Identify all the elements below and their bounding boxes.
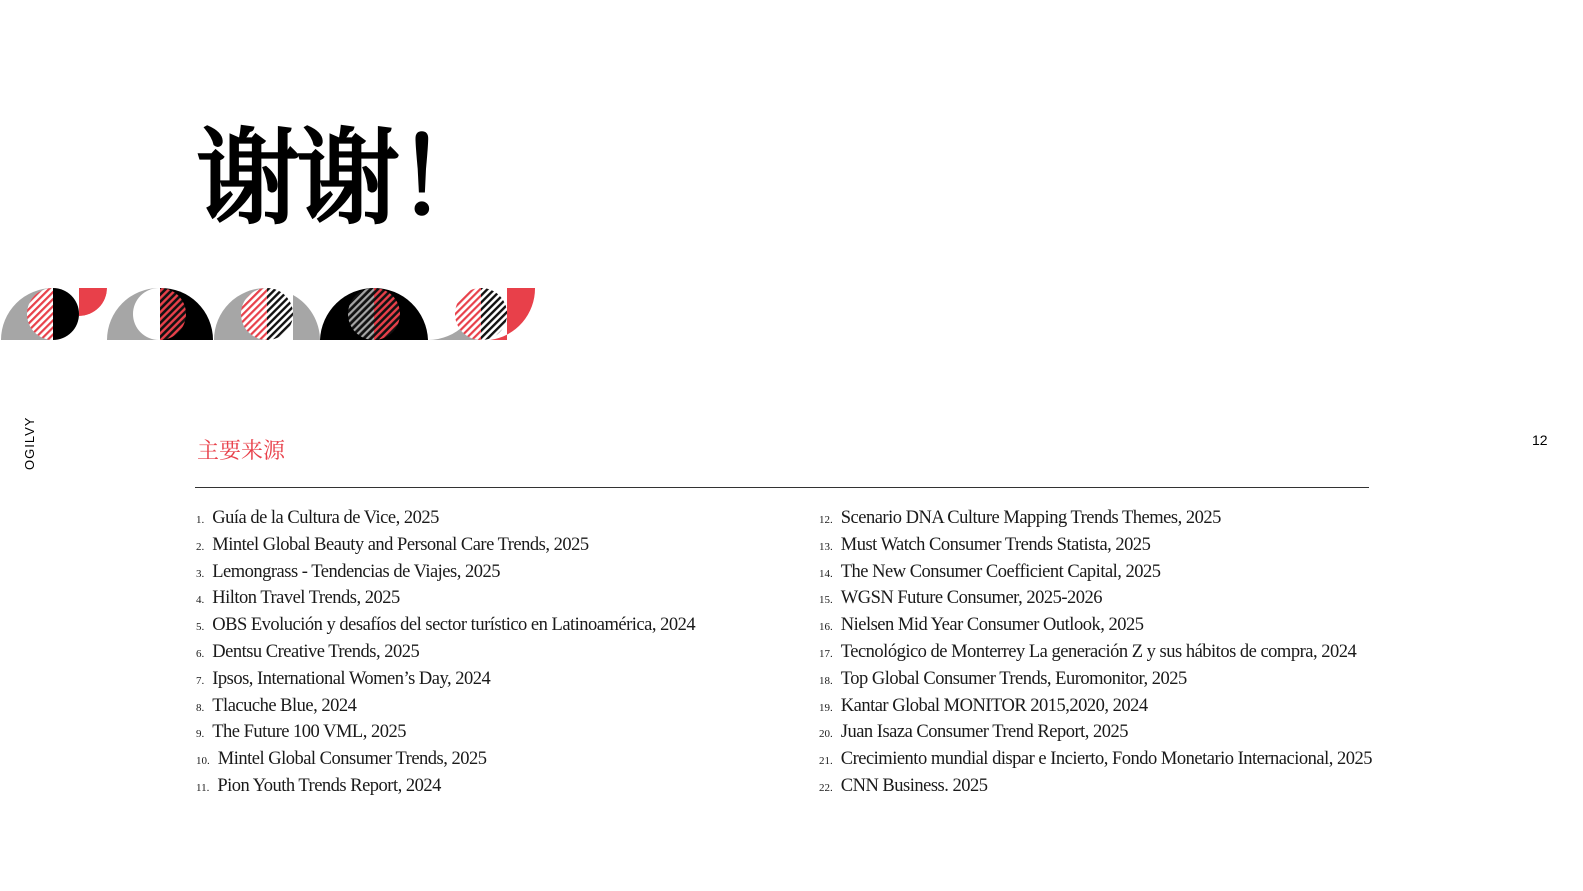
source-text: Nielsen Mid Year Consumer Outlook, 2025: [840, 615, 1144, 636]
source-number: 9.: [196, 728, 205, 741]
source-text: Guía de la Cultura de Vice, 2025: [212, 508, 439, 528]
source-item: [196, 533, 766, 560]
source-number: 10.: [196, 755, 210, 768]
decorative-pattern: [0, 287, 536, 342]
source-number: 18.: [819, 674, 833, 687]
source-text: OBS Evolución y desafíos del sector turístico en Latinoamérica, 2024: [212, 615, 696, 636]
source-text: Tecnológico de Monterrey La generación Z y sus hábitos de compra, 2024: [840, 641, 1357, 662]
source-number: 11.: [196, 781, 210, 794]
source-item: [196, 747, 766, 774]
source-number: 12.: [819, 514, 833, 526]
source-item: [196, 720, 766, 747]
source-number: 19.: [819, 701, 833, 714]
source-item: [819, 694, 1479, 721]
source-item: [196, 613, 766, 640]
source-item: [819, 506, 1479, 533]
source-number: 6.: [196, 647, 205, 660]
source-item: [819, 720, 1479, 747]
pattern-tile-5: [428, 288, 535, 340]
slide-title: 谢谢！: [196, 117, 497, 239]
source-text: Tlacuche Blue, 2024: [212, 695, 357, 716]
source-item: [196, 506, 766, 533]
source-item: [819, 586, 1479, 613]
source-number: 3.: [196, 567, 205, 580]
source-text: Top Global Consumer Trends, Euromonitor, 2025: [840, 668, 1187, 689]
source-text: The New Consumer Coefficient Capital, 2025: [840, 561, 1161, 582]
source-text: Mintel Global Beauty and Personal Care Trends, 2025: [212, 534, 589, 555]
source-number: 14.: [819, 567, 833, 580]
source-text: Kantar Global MONITOR 2015,2020, 2024: [840, 695, 1148, 716]
source-text: The Future 100 VML, 2025: [212, 722, 406, 743]
source-number: 22.: [819, 781, 833, 794]
source-item: [196, 586, 766, 613]
source-number: 15.: [819, 594, 833, 607]
source-item: [819, 613, 1479, 640]
source-number: 4.: [196, 594, 205, 607]
source-text: Lemongrass - Tendencias de Viajes, 2025: [212, 561, 500, 582]
sources-list-right: [819, 506, 1479, 801]
source-number: 21.: [819, 755, 833, 768]
source-text: CNN Business. 2025: [840, 775, 988, 796]
source-item: [819, 640, 1479, 667]
source-text: Ipsos, International Women’s Day, 2024: [212, 668, 491, 689]
source-number: 20.: [819, 728, 833, 741]
source-text: Dentsu Creative Trends, 2025: [212, 641, 420, 662]
source-item: [819, 747, 1449, 774]
source-number: 13.: [819, 540, 833, 553]
source-item: [196, 774, 766, 801]
source-number: 8.: [196, 701, 205, 714]
source-number: 7.: [196, 674, 205, 687]
sources-heading: 主要来源: [197, 439, 286, 464]
source-item: [819, 774, 1479, 801]
source-text: Pion Youth Trends Report, 2024: [217, 775, 441, 796]
source-text: Must Watch Consumer Trends Statista, 2025: [840, 534, 1151, 555]
source-item: [819, 667, 1479, 694]
source-item: [196, 640, 766, 667]
source-number: 16.: [819, 621, 833, 634]
sources-list-left: [196, 506, 766, 801]
source-text: Mintel Global Consumer Trends, 2025: [217, 749, 487, 770]
divider-line: [195, 487, 1369, 488]
page-number: 12: [1532, 432, 1548, 448]
source-text: Crecimiento mundial dispar e Incierto, Fondo Monetario Internacional, 2025: [840, 749, 1372, 770]
source-item: [819, 560, 1479, 587]
source-text: Juan Isaza Consumer Trend Report, 2025: [840, 722, 1128, 743]
source-item: [196, 667, 766, 694]
source-text: Hilton Travel Trends, 2025: [212, 588, 400, 609]
pattern-tile-2: [107, 288, 213, 340]
source-item: [819, 533, 1479, 560]
source-number: 5.: [196, 621, 205, 634]
source-text: WGSN Future Consumer, 2025-2026: [840, 588, 1102, 609]
source-item: [196, 694, 766, 721]
pattern-tile-1: [1, 288, 107, 340]
pattern-tile-3: [214, 288, 320, 340]
source-item: [196, 560, 766, 587]
source-number: 2.: [196, 540, 205, 553]
source-number: 1.: [196, 514, 205, 526]
brand-logo-text: OGILVY: [22, 416, 37, 470]
source-number: 17.: [819, 647, 833, 660]
pattern-tile-4: [320, 288, 428, 340]
source-text: Scenario DNA Culture Mapping Trends Themes, 2025: [840, 508, 1221, 528]
